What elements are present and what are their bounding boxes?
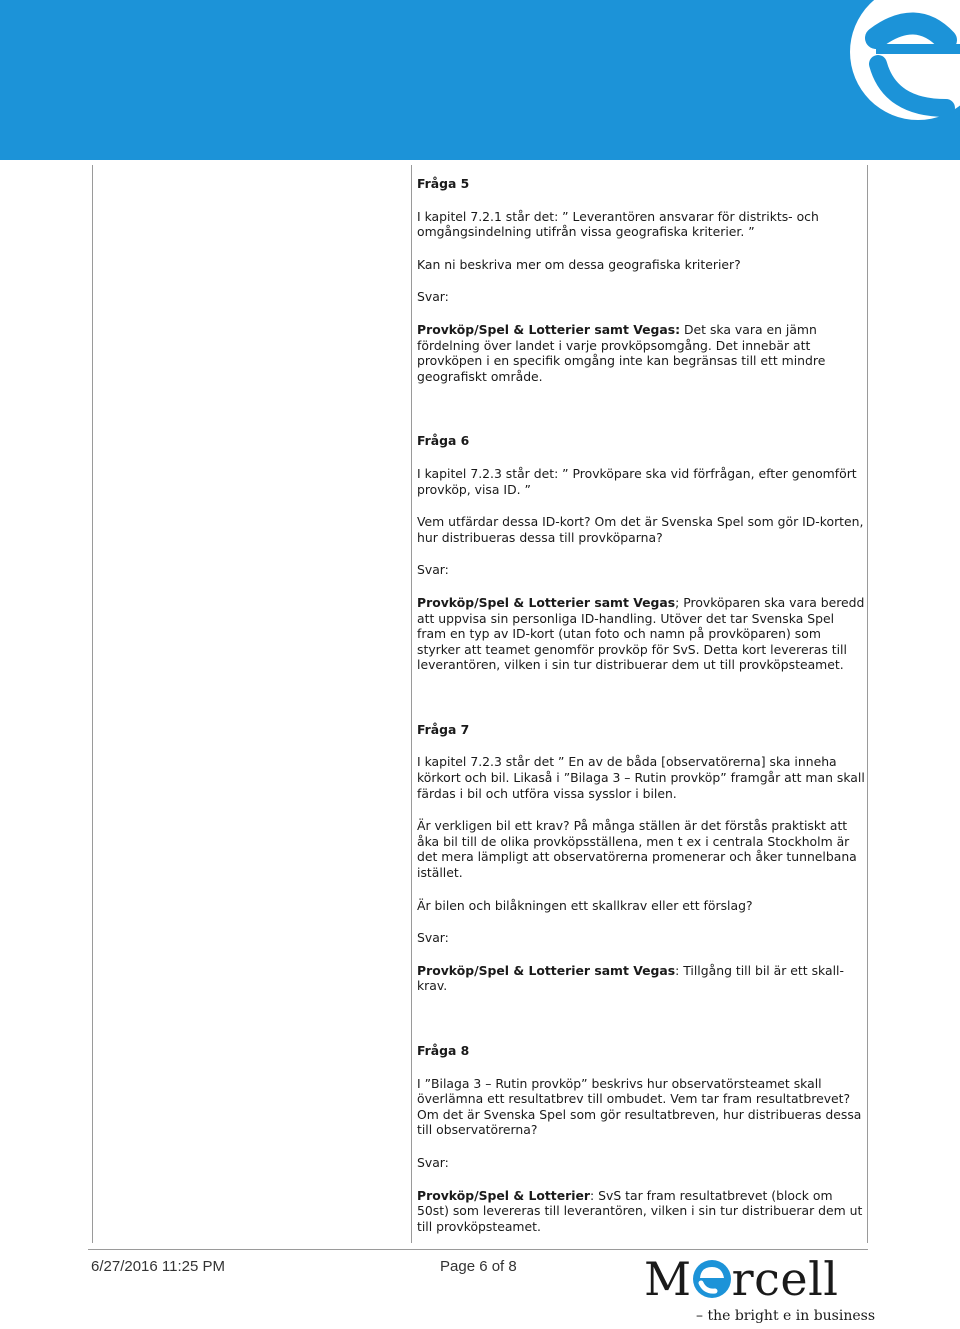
question-text: Kan ni beskriva mer om dessa geografiska kriterier?: [417, 256, 741, 272]
footer-divider: [88, 1249, 868, 1250]
question-heading: Fråga 8: [417, 1043, 470, 1058]
table-border-left: [92, 165, 93, 1243]
question-heading: Fråga 7: [417, 721, 470, 737]
question-heading: Fråga 6: [417, 433, 470, 449]
answer-lead: Provköp/Spel & Lotterier: [417, 1187, 591, 1203]
question-text: I kapitel 7.2.1 står det: ” Leverantören ansvarar för distrikts- och omgångsindelning utifrån vissa geografiska kriterier. ”: [417, 208, 819, 240]
answer-body: Det ska vara en jämn fördelning över landet i varje provköpsomgång. Det innebär att provköpen i en specifik omgång inte kan begränsas till ett mindre geografiskt område.: [417, 321, 826, 384]
answer-body: : Tillgång till bil är ett skall-krav.: [417, 962, 844, 994]
answer-text: [417, 1188, 865, 1235]
answer-lead: Provköp/Spel & Lotterier samt Vegas: [417, 594, 676, 610]
answer-label: Svar:: [417, 930, 449, 946]
answer-text: [417, 963, 865, 994]
footer-datetime: 6/27/2016 11:25 PM: [91, 1258, 225, 1275]
answer-text: [417, 322, 865, 384]
question-text: I ”Bilaga 3 – Rutin provköp” beskrivs hur observatörsteamet skall överlämna ett resultatbrev till ombudet. Vem tar fram resultatbrevet? Om det är Svenska Spel som gör resultatbreven, hur distribueras dessa till observatörerna?: [417, 1075, 862, 1138]
answer-body: ; Provköparen ska vara beredd att uppvisa sin personliga ID-handling. Utöver det tar Svenska Spel fram en typ av ID-kort (utan foto och namn på provköparen) som styrker att teamet genomför provköp för SvS. Detta kort levereras till leverantören, vilken i sin tur distribuerar dem ut till provköpsteamet.: [417, 594, 865, 673]
header-banner: [0, 0, 960, 160]
logo-tagline: – the bright e in business: [696, 1308, 876, 1324]
answer-label: Svar:: [417, 1154, 449, 1170]
question-text: Är verkligen bil ett krav? På många ställen är det förstås praktiskt att åka bil till de olika provköpsställena, men t ex i centrala Stockholm är det mera lämpligt att observatörerna promenerar och åker tunnelbana istället.: [417, 818, 857, 881]
question-text: I kapitel 7.2.3 står det ” En av de båda [observatörerna] ska inneha körkort och bil. Likaså i ”Bilaga 3 – Rutin provköp” framgår att man skall färdas i bil och utföra vissa sysslor i bilen.: [417, 754, 865, 801]
question-text: Vem utfärdar dessa ID-kort? Om det är Svenska Spel som gör ID-korten, hur distribueras dessa till provköparna?: [417, 514, 864, 545]
answer-lead: Provköp/Spel & Lotterier samt Vegas:: [417, 321, 681, 337]
footer-page-number: Page 6 of 8: [440, 1258, 517, 1275]
question-text: I kapitel 7.2.3 står det: ” Provköpare ska vid förfrågan, efter genomfört provköp, visa ID. ”: [417, 465, 857, 497]
company-logo: [644, 1252, 876, 1328]
logo-letter-m: M: [644, 1252, 692, 1306]
table-column-divider: [411, 165, 412, 1243]
table-border-right: [867, 165, 868, 1243]
brand-e-logo-icon: [820, 0, 960, 160]
logo-e-icon: [692, 1259, 732, 1299]
answer-text: [417, 595, 865, 673]
answer-body: : SvS tar fram resultatbrevet (block om 50st) som levereras till leverantören, vilken i sin tur distribuerar dem ut till provköpsteamet.: [417, 1187, 863, 1234]
logo-letters-rcell: rcell: [731, 1252, 839, 1306]
question-heading: Fråga 5: [417, 176, 470, 191]
answer-label: Svar:: [417, 562, 449, 578]
document-body: [417, 176, 865, 1234]
answer-label: Svar:: [417, 289, 449, 305]
logo-wordmark: [644, 1252, 839, 1306]
answer-lead: Provköp/Spel & Lotterier samt Vegas: [417, 962, 676, 978]
question-text: Är bilen och bilåkningen ett skallkrav eller ett förslag?: [417, 897, 753, 913]
